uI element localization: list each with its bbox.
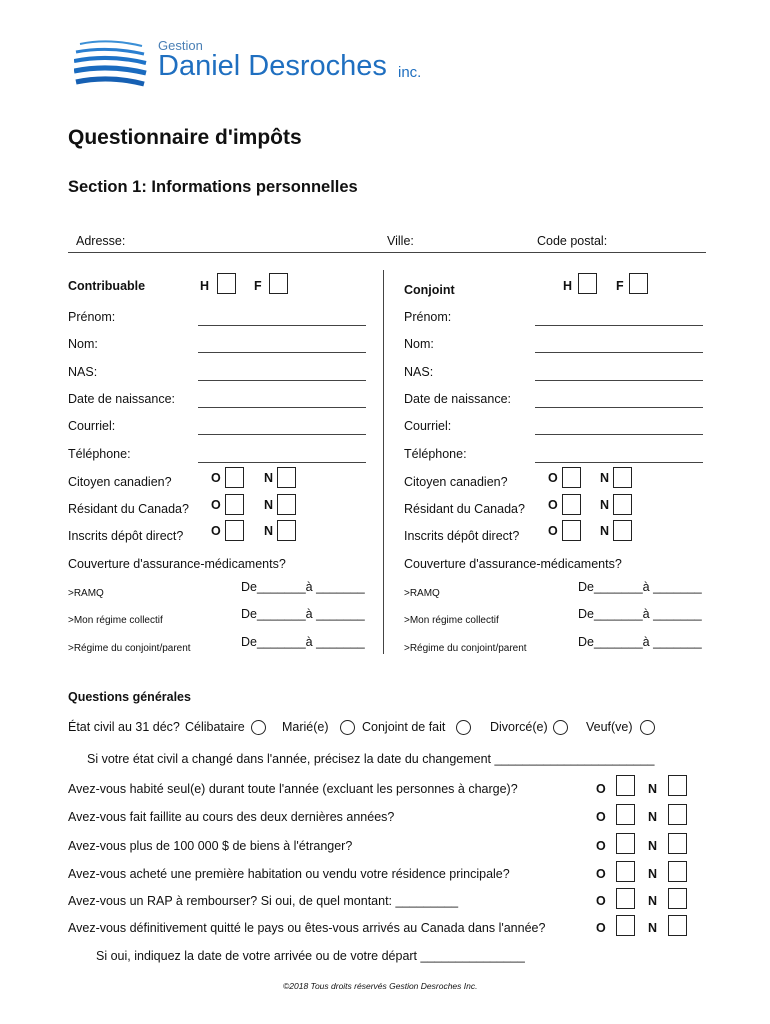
nom-field[interactable] bbox=[198, 352, 366, 353]
question-o-checkbox[interactable] bbox=[616, 888, 635, 909]
logo-gestion: Gestion bbox=[158, 38, 203, 53]
option-veuf-label: Veuf(ve) bbox=[586, 720, 633, 734]
ramq-dates[interactable]: De_______à _______ bbox=[241, 580, 365, 594]
collectif-dates[interactable]: De_______à _______ bbox=[241, 607, 365, 621]
waves-logo-icon bbox=[74, 40, 148, 92]
nas-field[interactable] bbox=[198, 380, 366, 381]
conjoint-parent-dates[interactable]: De_______à _______ bbox=[241, 635, 365, 649]
citoyen-n-checkbox[interactable] bbox=[277, 467, 296, 488]
prenom-field[interactable] bbox=[198, 325, 366, 326]
courriel-field[interactable] bbox=[198, 434, 366, 435]
option-divorce-label: Divorcé(e) bbox=[490, 720, 548, 734]
city-label: Ville: bbox=[387, 234, 414, 248]
courriel-label: Courriel: bbox=[68, 419, 116, 433]
conjoint-prenom-field[interactable] bbox=[535, 325, 703, 326]
conjoint-citoyen-n-label: N bbox=[600, 471, 610, 485]
question-n-label: N bbox=[648, 867, 658, 881]
inscrits-n-label: N bbox=[264, 524, 274, 538]
question-text: Avez-vous plus de 100 000 $ de biens à l'étranger? bbox=[68, 839, 353, 853]
couverture-label: Couverture d'assurance-médicaments? bbox=[68, 557, 286, 571]
inscrits-o-label: O bbox=[211, 524, 221, 538]
question-n-checkbox[interactable] bbox=[668, 775, 687, 796]
question-n-checkbox[interactable] bbox=[668, 915, 687, 936]
nas-label: NAS: bbox=[68, 365, 98, 379]
question-n-checkbox[interactable] bbox=[668, 861, 687, 882]
conjoint-sex-h-label: H bbox=[563, 279, 573, 293]
inscrits-n-checkbox[interactable] bbox=[277, 520, 296, 541]
question-o-checkbox[interactable] bbox=[616, 804, 635, 825]
resident-label: Résidant du Canada? bbox=[68, 502, 189, 516]
conjoint-couverture-label: Couverture d'assurance-médicaments? bbox=[404, 557, 622, 571]
logo-suffix: inc. bbox=[398, 64, 422, 81]
conjoint-inscrits-n-label: N bbox=[600, 524, 610, 538]
option-marie-radio[interactable] bbox=[340, 720, 355, 735]
address-line[interactable] bbox=[68, 252, 706, 253]
question-o-label: O bbox=[596, 810, 606, 824]
question-o-label: O bbox=[596, 839, 606, 853]
question-o-label: O bbox=[596, 921, 606, 935]
telephone-field[interactable] bbox=[198, 462, 366, 463]
question-text: Avez-vous un RAP à rembourser? Si oui, de quel montant: _________ bbox=[68, 894, 459, 908]
question-o-checkbox[interactable] bbox=[616, 775, 635, 796]
option-divorce-radio[interactable] bbox=[553, 720, 568, 735]
question-n-checkbox[interactable] bbox=[668, 804, 687, 825]
conjoint-resident-n-label: N bbox=[600, 498, 610, 512]
conjoint-resident-o-checkbox[interactable] bbox=[562, 494, 581, 515]
arrivee-label[interactable]: Si oui, indiquez la date de votre arrivée ou de votre départ _______________ bbox=[96, 949, 525, 963]
question-n-label: N bbox=[648, 921, 658, 935]
question-text: Avez-vous acheté une première habitation ou vendu votre résidence principale? bbox=[68, 867, 510, 881]
conjoint-inscrits-n-checkbox[interactable] bbox=[613, 520, 632, 541]
option-celibataire-label: Célibataire bbox=[185, 720, 245, 734]
telephone-label: Téléphone: bbox=[68, 447, 131, 461]
conjoint-inscrits-o-checkbox[interactable] bbox=[562, 520, 581, 541]
changement-label[interactable]: Si votre état civil a changé dans l'année, précisez la date du changement _______________________ bbox=[87, 752, 655, 766]
question-n-label: N bbox=[648, 810, 658, 824]
general-heading: Questions générales bbox=[68, 690, 191, 704]
option-veuf-radio[interactable] bbox=[640, 720, 655, 735]
conjoint-citoyen-n-checkbox[interactable] bbox=[613, 467, 632, 488]
naissance-field[interactable] bbox=[198, 407, 366, 408]
question-o-label: O bbox=[596, 782, 606, 796]
resident-o-label: O bbox=[211, 498, 221, 512]
conjoint-inscrits-o-label: O bbox=[548, 524, 558, 538]
conjoint-nom-label: Nom: bbox=[404, 337, 434, 351]
conjoint-resident-label: Résidant du Canada? bbox=[404, 502, 525, 516]
section-title: Section 1: Informations personnelles bbox=[68, 178, 358, 196]
conjoint-parent-label: >Régime du conjoint/parent bbox=[404, 643, 527, 654]
company-logo bbox=[74, 38, 454, 94]
page-title: Questionnaire d'impôts bbox=[68, 126, 302, 149]
option-conjoint-fait-radio[interactable] bbox=[456, 720, 471, 735]
conjoint-inscrits-label: Inscrits dépôt direct? bbox=[404, 529, 520, 543]
conjoint-parent-label: >Régime du conjoint/parent bbox=[68, 643, 191, 654]
logo-name: Daniel Desroches bbox=[158, 50, 387, 82]
conjoint-prenom-label: Prénom: bbox=[404, 310, 452, 324]
conjoint-ramq-dates[interactable]: De_______à _______ bbox=[578, 580, 702, 594]
question-n-checkbox[interactable] bbox=[668, 888, 687, 909]
conjoint-nas-field[interactable] bbox=[535, 380, 703, 381]
sex-f-label: F bbox=[254, 279, 262, 293]
conjoint-naissance-field[interactable] bbox=[535, 407, 703, 408]
naissance-label: Date de naissance: bbox=[68, 392, 176, 406]
conjoint-collectif-label: >Mon régime collectif bbox=[404, 615, 499, 626]
resident-o-checkbox[interactable] bbox=[225, 494, 244, 515]
inscrits-o-checkbox[interactable] bbox=[225, 520, 244, 541]
question-text: Avez-vous habité seul(e) durant toute l'année (excluant les personnes à charge)? bbox=[68, 782, 518, 796]
question-o-label: O bbox=[596, 867, 606, 881]
resident-n-checkbox[interactable] bbox=[277, 494, 296, 515]
question-o-checkbox[interactable] bbox=[616, 861, 635, 882]
question-n-label: N bbox=[648, 839, 658, 853]
conjoint-telephone-label: Téléphone: bbox=[404, 447, 467, 461]
resident-n-label: N bbox=[264, 498, 274, 512]
collectif-label: >Mon régime collectif bbox=[68, 615, 163, 626]
ramq-label: >RAMQ bbox=[68, 588, 104, 599]
inscrits-label: Inscrits dépôt direct? bbox=[68, 529, 184, 543]
citoyen-o-checkbox[interactable] bbox=[225, 467, 244, 488]
conjoint-nas-label: NAS: bbox=[404, 365, 434, 379]
question-text: Avez-vous définitivement quitté le pays ou êtes-vous arrivés au Canada dans l'année? bbox=[68, 921, 546, 935]
conjoint-ramq-label: >RAMQ bbox=[404, 588, 440, 599]
etat-civil-label: État civil au 31 déc? bbox=[68, 720, 180, 734]
conjoint-resident-o-label: O bbox=[548, 498, 558, 512]
question-o-label: O bbox=[596, 894, 606, 908]
address-label: Adresse: bbox=[76, 234, 126, 248]
question-n-label: N bbox=[648, 894, 658, 908]
nom-label: Nom: bbox=[68, 337, 98, 351]
sex-h-checkbox[interactable] bbox=[217, 273, 236, 294]
postal-label: Code postal: bbox=[537, 234, 608, 248]
conjoint-naissance-label: Date de naissance: bbox=[404, 392, 512, 406]
question-n-checkbox[interactable] bbox=[668, 833, 687, 854]
conjoint-citoyen-o-checkbox[interactable] bbox=[562, 467, 581, 488]
conjoint-nom-field[interactable] bbox=[535, 352, 703, 353]
conjoint-courriel-field[interactable] bbox=[535, 434, 703, 435]
question-o-checkbox[interactable] bbox=[616, 833, 635, 854]
conjoint-sex-f-label: F bbox=[616, 279, 624, 293]
sex-h-label: H bbox=[200, 279, 210, 293]
prenom-label: Prénom: bbox=[68, 310, 116, 324]
sex-f-checkbox[interactable] bbox=[269, 273, 288, 294]
conjoint-sex-h-checkbox[interactable] bbox=[578, 273, 597, 294]
conjoint-resident-n-checkbox[interactable] bbox=[613, 494, 632, 515]
citoyen-o-label: O bbox=[211, 471, 221, 485]
conjoint-citoyen-o-label: O bbox=[548, 471, 558, 485]
column-divider bbox=[383, 270, 384, 654]
option-marie-label: Marié(e) bbox=[282, 720, 329, 734]
conjoint-citoyen-label: Citoyen canadien? bbox=[404, 475, 508, 489]
conjoint-heading: Conjoint bbox=[404, 283, 455, 297]
conjoint-courriel-label: Courriel: bbox=[404, 419, 452, 433]
conjoint-sex-f-checkbox[interactable] bbox=[629, 273, 648, 294]
question-text: Avez-vous fait faillite au cours des deux dernières années? bbox=[68, 810, 395, 824]
question-n-label: N bbox=[648, 782, 658, 796]
conjoint-collectif-dates[interactable]: De_______à _______ bbox=[578, 607, 702, 621]
citoyen-label: Citoyen canadien? bbox=[68, 475, 172, 489]
citoyen-n-label: N bbox=[264, 471, 274, 485]
contribuable-heading: Contribuable bbox=[68, 279, 146, 293]
question-o-checkbox[interactable] bbox=[616, 915, 635, 936]
option-celibataire-radio[interactable] bbox=[251, 720, 266, 735]
footer-copyright: ©2018 Tous droits réservés Gestion Desroches Inc. bbox=[283, 981, 478, 991]
conjoint-parent-dates[interactable]: De_______à _______ bbox=[578, 635, 702, 649]
option-conjoint-fait-label: Conjoint de fait bbox=[362, 720, 446, 734]
conjoint-telephone-field[interactable] bbox=[535, 462, 703, 463]
